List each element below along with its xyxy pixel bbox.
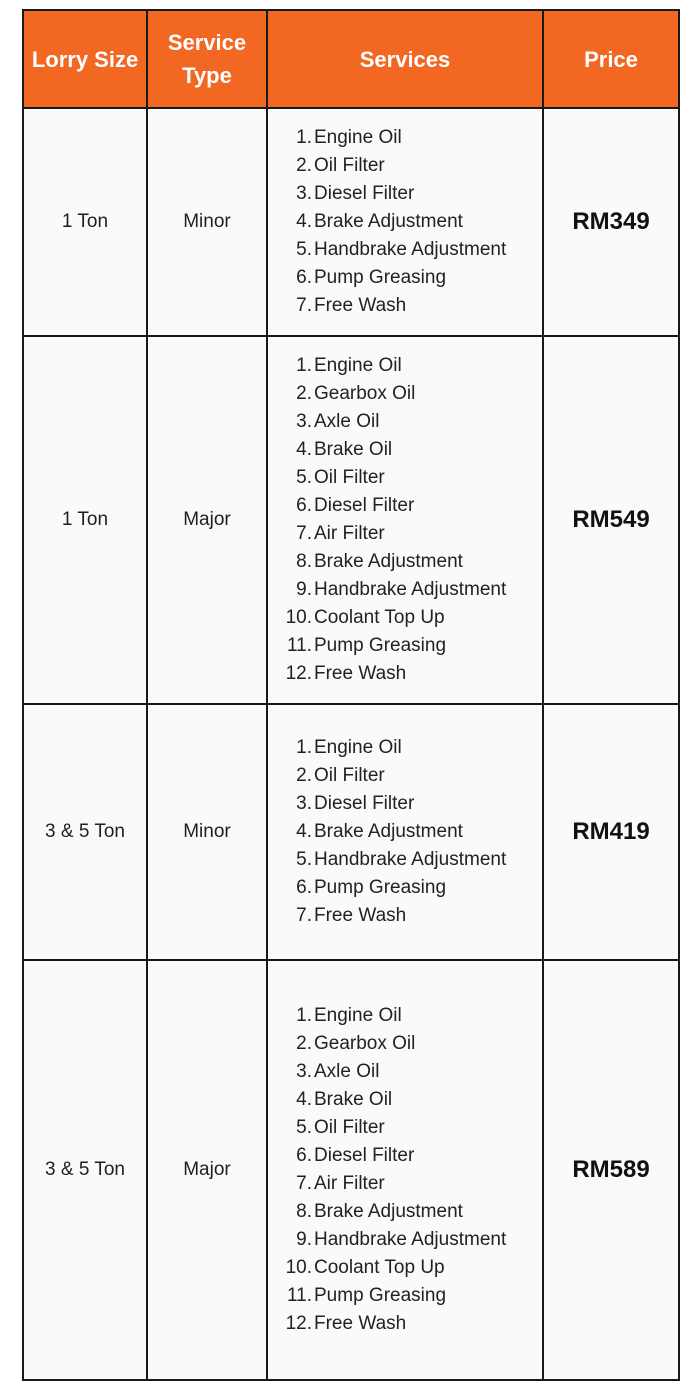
service-item-label: Pump Greasing (314, 635, 447, 656)
service-item-label: Free Wash (314, 905, 407, 926)
price-cell: RM549 (543, 336, 679, 704)
header-price: Price (543, 10, 679, 108)
service-list-item (282, 464, 542, 492)
service-list-item (282, 632, 542, 660)
service-price-table (22, 9, 680, 1381)
service-item-number: 2. (296, 155, 312, 176)
service-list-item (282, 152, 542, 180)
services-cell (267, 960, 543, 1380)
service-list-item (282, 1226, 542, 1254)
service-list-item (282, 124, 542, 152)
service-list-item (282, 352, 542, 380)
service-list-item (282, 790, 542, 818)
service-item-label: Brake Oil (314, 1089, 393, 1110)
service-list-item (282, 1310, 542, 1338)
service-item-number: 8. (296, 1201, 312, 1222)
service-item-number: 2. (296, 765, 312, 786)
service-item-number: 7. (296, 523, 312, 544)
service-list-item (282, 762, 542, 790)
service-item-label: Axle Oil (314, 411, 380, 432)
service-item-label: Diesel Filter (314, 495, 415, 516)
service-item-number: 7. (296, 1173, 312, 1194)
table-body (23, 108, 679, 1380)
service-list-item (282, 1254, 542, 1282)
service-item-number: 5. (296, 849, 312, 870)
service-item-number: 4. (296, 439, 312, 460)
service-item-label: Axle Oil (314, 1061, 380, 1082)
service-list-item (282, 1058, 542, 1086)
service-item-number: 1. (296, 1005, 312, 1026)
service-item-label: Engine Oil (314, 355, 402, 376)
services-list (268, 352, 542, 688)
service-item-label: Handbrake Adjustment (314, 849, 507, 870)
service-item-number: 7. (296, 295, 312, 316)
service-item-label: Free Wash (314, 663, 407, 684)
service-item-number: 3. (296, 411, 312, 432)
header-service-type: Service Type (147, 10, 267, 108)
service-type-cell: Major (147, 336, 267, 704)
service-item-label: Diesel Filter (314, 183, 415, 204)
service-item-number: 1. (296, 127, 312, 148)
service-list-item (282, 548, 542, 576)
service-item-label: Oil Filter (314, 765, 385, 786)
service-list-item (282, 380, 542, 408)
service-item-label: Diesel Filter (314, 1145, 415, 1166)
service-list-item (282, 264, 542, 292)
service-item-label: Engine Oil (314, 737, 402, 758)
service-item-number: 2. (296, 1033, 312, 1054)
service-list-item (282, 818, 542, 846)
service-item-number: 1. (296, 737, 312, 758)
service-item-number: 11. (286, 1285, 312, 1306)
service-list-item (282, 1030, 542, 1058)
service-item-number: 6. (296, 495, 312, 516)
service-item-number: 3. (296, 793, 312, 814)
service-list-item (282, 660, 542, 688)
service-item-number: 12. (285, 1313, 312, 1334)
service-list-item (282, 902, 542, 930)
service-item-number: 6. (296, 877, 312, 898)
header-lorry-size: Lorry Size (23, 10, 147, 108)
service-item-label: Free Wash (314, 295, 407, 316)
service-list-item (282, 208, 542, 236)
service-item-label: Brake Adjustment (314, 1201, 463, 1222)
service-list-item (282, 1002, 542, 1030)
service-item-label: Pump Greasing (314, 877, 447, 898)
table-row (23, 336, 679, 704)
service-item-number: 2. (296, 383, 312, 404)
service-item-label: Oil Filter (314, 155, 385, 176)
service-list-item (282, 1282, 542, 1310)
service-type-cell: Minor (147, 108, 267, 336)
service-list-item (282, 180, 542, 208)
service-item-number: 6. (296, 1145, 312, 1166)
service-item-label: Diesel Filter (314, 793, 415, 814)
services-cell (267, 108, 543, 336)
services-list (268, 734, 542, 930)
service-item-label: Handbrake Adjustment (314, 579, 507, 600)
service-list-item (282, 604, 542, 632)
service-list-item (282, 576, 542, 604)
service-item-number: 7. (296, 905, 312, 926)
service-item-number: 5. (296, 239, 312, 260)
table-row (23, 108, 679, 336)
service-item-number: 4. (296, 821, 312, 842)
lorry-size-cell: 3 & 5 Ton (23, 704, 147, 960)
service-list-item (282, 1086, 542, 1114)
service-item-number: 3. (296, 183, 312, 204)
service-item-label: Handbrake Adjustment (314, 1229, 507, 1250)
service-item-label: Engine Oil (314, 1005, 402, 1026)
service-item-label: Pump Greasing (314, 267, 447, 288)
service-type-cell: Major (147, 960, 267, 1380)
service-item-number: 6. (296, 267, 312, 288)
service-list-item (282, 520, 542, 548)
service-item-label: Handbrake Adjustment (314, 239, 507, 260)
service-item-label: Coolant Top Up (314, 607, 445, 628)
service-item-label: Brake Adjustment (314, 551, 463, 572)
header-services: Services (267, 10, 543, 108)
service-list-item (282, 1114, 542, 1142)
service-item-label: Brake Oil (314, 439, 393, 460)
services-list (268, 1002, 542, 1338)
service-item-label: Oil Filter (314, 1117, 385, 1138)
service-item-number: 9. (296, 1229, 312, 1250)
lorry-size-cell: 1 Ton (23, 108, 147, 336)
service-item-number: 10. (285, 1257, 312, 1278)
service-list-item (282, 1142, 542, 1170)
service-item-label: Air Filter (314, 523, 385, 544)
table-row (23, 960, 679, 1380)
lorry-size-cell: 3 & 5 Ton (23, 960, 147, 1380)
service-list-item (282, 292, 542, 320)
services-list (268, 124, 542, 320)
service-item-label: Air Filter (314, 1173, 385, 1194)
service-item-label: Brake Adjustment (314, 821, 463, 842)
lorry-size-cell: 1 Ton (23, 336, 147, 704)
service-type-cell: Minor (147, 704, 267, 960)
service-item-number: 4. (296, 1089, 312, 1110)
service-item-number: 9. (296, 579, 312, 600)
service-list-item (282, 846, 542, 874)
service-item-label: Free Wash (314, 1313, 407, 1334)
service-item-number: 5. (296, 1117, 312, 1138)
service-item-number: 3. (296, 1061, 312, 1082)
service-item-label: Gearbox Oil (314, 383, 416, 404)
table-row (23, 704, 679, 960)
service-item-label: Brake Adjustment (314, 211, 463, 232)
service-item-number: 8. (296, 551, 312, 572)
service-item-label: Pump Greasing (314, 1285, 447, 1306)
service-item-number: 5. (296, 467, 312, 488)
price-cell: RM349 (543, 108, 679, 336)
service-list-item (282, 236, 542, 264)
price-cell: RM419 (543, 704, 679, 960)
service-item-label: Engine Oil (314, 127, 402, 148)
services-cell (267, 704, 543, 960)
service-list-item (282, 1170, 542, 1198)
service-item-number: 12. (285, 663, 312, 684)
service-list-item (282, 492, 542, 520)
table-header-row (23, 10, 679, 108)
service-item-label: Gearbox Oil (314, 1033, 416, 1054)
service-item-number: 11. (286, 635, 312, 656)
service-list-item (282, 436, 542, 464)
service-list-item (282, 874, 542, 902)
service-list-item (282, 734, 542, 762)
services-cell (267, 336, 543, 704)
price-cell: RM589 (543, 960, 679, 1380)
service-list-item (282, 1198, 542, 1226)
service-item-number: 10. (285, 607, 312, 628)
service-item-number: 4. (296, 211, 312, 232)
service-item-label: Coolant Top Up (314, 1257, 445, 1278)
service-price-table-container (22, 9, 678, 1381)
service-item-number: 1. (296, 355, 312, 376)
service-list-item (282, 408, 542, 436)
service-item-label: Oil Filter (314, 467, 385, 488)
